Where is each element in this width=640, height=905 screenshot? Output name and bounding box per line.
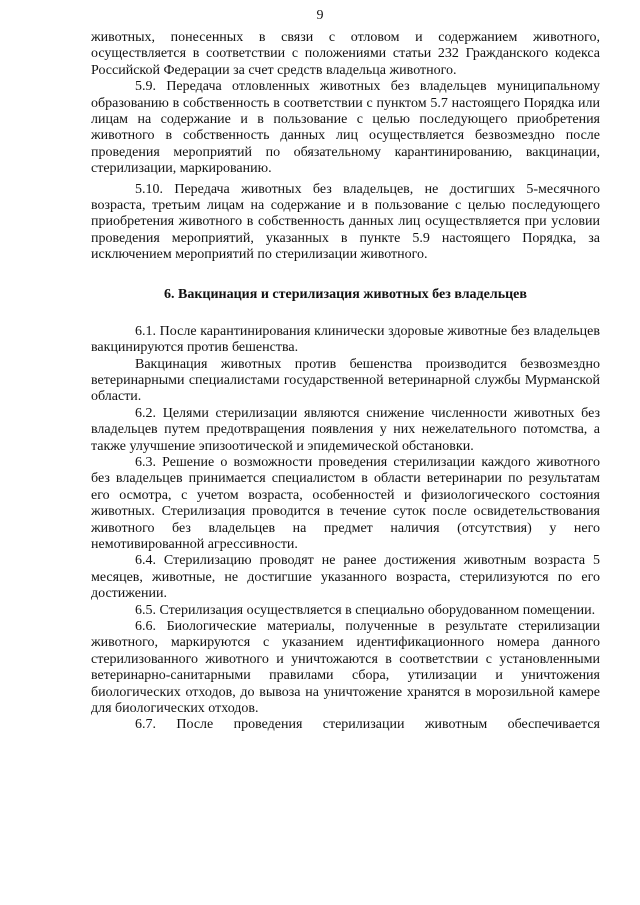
paragraph-6-2: 6.2. Целями стерилизации являются снижение численности животных без владельцев путем предотвращения появления у них нежелательного потомства, а также улучшение эпизоотической и эпидемической обстановки.: [91, 405, 600, 454]
page-number: 9: [316, 8, 324, 23]
paragraph-6-1-vaccination: Вакцинация животных против бешенства производится безвозмездно ветеринарными специалистами государственной ветеринарной службы Мурманской области.: [91, 356, 600, 405]
paragraph-6-5: 6.5. Стерилизация осуществляется в специально оборудованном помещении.: [135, 602, 596, 618]
paragraph-5-9: 5.9. Передача отловленных животных без владельцев муниципальному образованию в собственность в соответствии с пунктом 5.7 настоящего Порядка или лицам на содержание и в пользование с целью последующего приобретения животного в собственность данных лиц осуществляется безвозмездно после проведения мероприятий по обязательному карантинированию, вакцинации, стерилизации, маркированию.: [91, 79, 600, 177]
paragraph-5-10: 5.10. Передача животных без владельцев, не достигших 5-месячного возраста, третьим лицам на содержание и в пользование с целью последующего приобретения животного в собственность данных лиц осуществляется при условии проведения мероприятий, указанных в пункте 5.9 настоящего Порядка, за исключением мероприятий по стерилизации животного.: [91, 181, 600, 263]
section-heading: 6. Вакцинация и стерилизация животных без владельцев: [164, 286, 527, 302]
paragraph-6-6: 6.6. Биологические материалы, полученные в результате стерилизации животного, маркируются с указанием идентификационного номера данного стерилизованного животного и уничтожаются в соответствии с установленными ветеринарно-санитарными правилами сбора, утилизации и уничтожения биологических отходов, до вывоза на уничтожение хранятся в морозильной камере для биологических отходов.: [91, 619, 600, 717]
paragraph-6-1: 6.1. После карантинирования клинически здоровые животные без владельцев вакцинируются против бешенства.: [91, 323, 600, 356]
paragraph-6-4: 6.4. Стерилизацию проводят не ранее достижения животным возраста 5 месяцев, животные, не достигшие указанного возраста, стерилизуются по его достижении.: [91, 553, 600, 602]
paragraph-continued: животных, понесенных в связи с отловом и содержанием животного, осуществляется в соответствии с положениями статьи 232 Гражданского кодекса Российской Федерации за счет средств владельца животного.: [91, 30, 600, 78]
paragraph-6-3: 6.3. Решение о возможности проведения стерилизации каждого животного без владельцев принимается специалистом в области ветеринарии по результатам его осмотра, с учетом возраста, особенностей и физиологического состояния животных. Стерилизация проводится в течение суток после освидетельствования животного без владельцев на предмет наличия (отсутствия) у него немотивированной агрессивности.: [91, 454, 600, 552]
paragraph-6-7: 6.7. После проведения стерилизации животным обеспечивается: [135, 717, 600, 733]
document-body: [91, 30, 600, 734]
